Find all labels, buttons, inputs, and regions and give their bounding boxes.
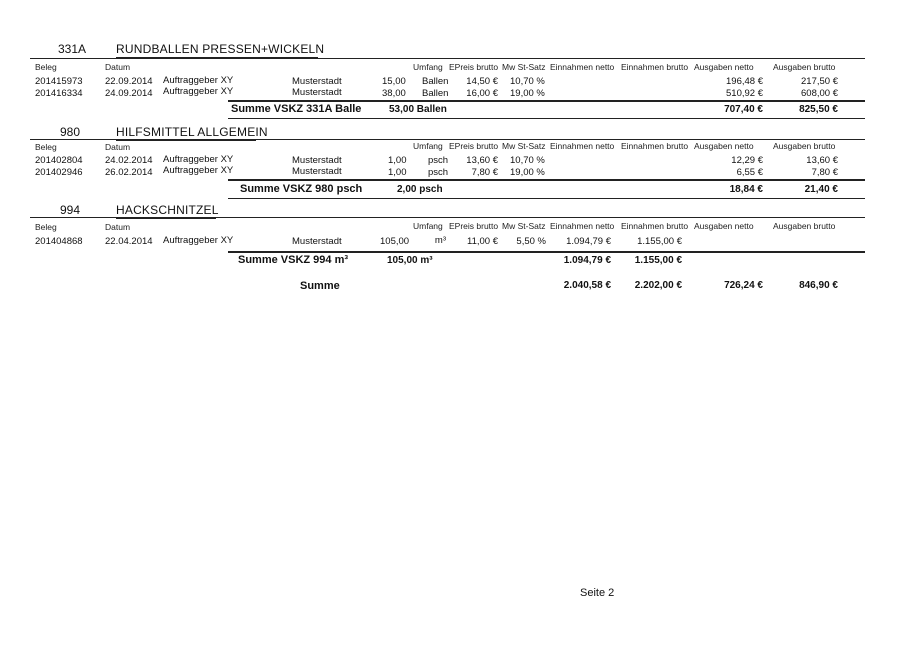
cell-beleg: 201415973 [35, 76, 83, 87]
summary-bottom-rule [228, 198, 865, 199]
cell-ausgaben-netto: 196,48 € [726, 76, 763, 87]
cell-ausgaben-netto: 6,55 € [736, 167, 763, 178]
col-mwst: Mw St-Satz [502, 221, 546, 231]
cell-beleg: 201404868 [35, 236, 83, 247]
section-code: 331A [58, 42, 87, 56]
cell-beleg: 201416334 [35, 88, 83, 99]
section-title: HACKSCHNITZEL [116, 203, 219, 217]
cell-ort: Musterstadt [292, 155, 342, 166]
cell-ausgaben-brutto: 217,50 € [801, 76, 838, 87]
col-mwst: Mw St-Satz [502, 141, 546, 151]
cell-einheit: Ballen [422, 88, 449, 99]
summary-ausgaben-brutto: 21,40 € [804, 184, 838, 195]
cell-einheit: psch [428, 155, 449, 166]
title-underline [116, 140, 256, 141]
cell-partner: Auftraggeber XY [163, 86, 234, 97]
cell-datum: 22.09.2014 [105, 76, 153, 87]
cell-mwst: 10,70 % [510, 76, 545, 87]
summary-ausgaben-netto: 707,40 € [724, 104, 763, 115]
cell-beleg: 201402804 [35, 155, 83, 166]
cell-ausgaben-brutto: 13,60 € [806, 155, 838, 166]
cell-datum: 22.04.2014 [105, 236, 153, 247]
col-ausgaben-netto: Ausgaben netto [694, 221, 754, 231]
section-title: HILFSMITTEL ALLGEMEIN [116, 125, 268, 139]
col-einnahmen-netto: Einnahmen netto [550, 141, 615, 151]
cell-mwst: 10,70 % [510, 155, 545, 166]
cell-ort: Musterstadt [292, 76, 342, 87]
cell-partner: Auftraggeber XY [163, 235, 234, 246]
col-datum: Datum [105, 62, 131, 72]
summary-bottom-rule [228, 118, 865, 119]
cell-ort: Musterstadt [292, 236, 342, 247]
cell-epreis: 16,00 € [466, 88, 498, 99]
grand-total-ausgaben-netto: 726,24 € [724, 280, 763, 291]
cell-einheit: m³ [434, 235, 446, 246]
cell-mwst: 19,00 % [510, 88, 545, 99]
col-datum: Datum [105, 222, 131, 232]
summary-rule [228, 100, 865, 102]
cell-menge: 38,00 [382, 88, 406, 99]
cell-epreis: 13,60 € [466, 155, 498, 166]
cell-datum: 24.02.2014 [105, 155, 153, 166]
cell-menge: 105,00 [380, 236, 410, 247]
summary-rule [228, 179, 865, 181]
cell-epreis: 7,80 € [471, 167, 498, 178]
col-ausgaben-brutto: Ausgaben brutto [773, 141, 836, 151]
section-code: 980 [60, 125, 81, 139]
cell-menge: 1,00 [388, 155, 407, 166]
col-epreis: EPreis brutto [449, 141, 499, 151]
cell-ausgaben-netto: 510,92 € [726, 88, 763, 99]
summary-ausgaben-brutto: 825,50 € [799, 104, 838, 115]
summary-label: Summe VSKZ 331A Balle [231, 103, 362, 115]
cell-einheit: Ballen [422, 76, 449, 87]
cell-menge: 15,00 [382, 76, 406, 87]
col-ausgaben-brutto: Ausgaben brutto [773, 62, 836, 72]
col-einnahmen-brutto: Einnahmen brutto [621, 141, 689, 151]
col-ausgaben-brutto: Ausgaben brutto [773, 221, 836, 231]
cell-einnahmen-brutto: 1.155,00 € [637, 236, 682, 247]
cell-einheit: psch [428, 167, 449, 178]
cell-partner: Auftraggeber XY [163, 75, 234, 86]
header-rule [30, 58, 865, 59]
col-einnahmen-brutto: Einnahmen brutto [621, 221, 689, 231]
summary-ausgaben-netto: 18,84 € [729, 184, 763, 195]
page-number: Seite 2 [580, 587, 615, 599]
col-mwst: Mw St-Satz [502, 62, 546, 72]
summary-umfang: 2,00 psch [397, 184, 443, 195]
cell-epreis: 11,00 € [467, 236, 498, 247]
grand-total-einnahmen-brutto: 2.202,00 € [634, 280, 682, 291]
col-einnahmen-netto: Einnahmen netto [550, 221, 615, 231]
col-umfang: Umfang [413, 141, 443, 151]
col-beleg: Beleg [35, 142, 57, 152]
cell-epreis: 14,50 € [466, 76, 498, 87]
cell-partner: Auftraggeber XY [163, 165, 234, 176]
grand-total-label: Summe [300, 280, 340, 292]
col-einnahmen-brutto: Einnahmen brutto [621, 62, 689, 72]
cell-datum: 26.02.2014 [105, 167, 153, 178]
header-rule [30, 139, 865, 140]
cell-menge: 1,00 [388, 167, 407, 178]
summary-einnahmen-netto: 1.094,79 € [563, 255, 611, 266]
header-rule [30, 217, 865, 218]
col-datum: Datum [105, 142, 131, 152]
col-ausgaben-netto: Ausgaben netto [694, 141, 754, 151]
cell-ort: Musterstadt [292, 166, 342, 177]
cell-ort: Musterstadt [292, 87, 342, 98]
col-beleg: Beleg [35, 222, 57, 232]
cell-ausgaben-brutto: 608,00 € [801, 88, 838, 99]
cell-datum: 24.09.2014 [105, 88, 153, 99]
cell-ausgaben-brutto: 7,80 € [811, 167, 838, 178]
cell-mwst: 5,50 % [516, 236, 546, 247]
grand-total-ausgaben-brutto: 846,90 € [799, 280, 838, 291]
section-title: RUNDBALLEN PRESSEN+WICKELN [116, 42, 325, 56]
col-umfang: Umfang [413, 62, 443, 72]
section-code: 994 [60, 203, 81, 217]
col-epreis: EPreis brutto [449, 62, 499, 72]
col-ausgaben-netto: Ausgaben netto [694, 62, 754, 72]
cell-beleg: 201402946 [35, 167, 83, 178]
cell-mwst: 19,00 % [510, 167, 545, 178]
summary-umfang: 53,00 Ballen [389, 104, 447, 115]
summary-rule [228, 251, 865, 253]
col-umfang: Umfang [413, 221, 443, 231]
summary-label: Summe VSKZ 994 m³ [238, 254, 349, 266]
summary-einnahmen-brutto: 1.155,00 € [634, 255, 682, 266]
summary-label: Summe VSKZ 980 psch [240, 183, 363, 195]
col-epreis: EPreis brutto [449, 221, 499, 231]
cell-ausgaben-netto: 12,29 € [731, 155, 763, 166]
col-einnahmen-netto: Einnahmen netto [550, 62, 615, 72]
title-underline [116, 218, 216, 219]
summary-umfang: 105,00 m³ [387, 255, 433, 266]
grand-total-einnahmen-netto: 2.040,58 € [563, 280, 611, 291]
cell-einnahmen-netto: 1.094,79 € [566, 236, 611, 247]
cell-partner: Auftraggeber XY [163, 154, 234, 165]
col-beleg: Beleg [35, 62, 57, 72]
